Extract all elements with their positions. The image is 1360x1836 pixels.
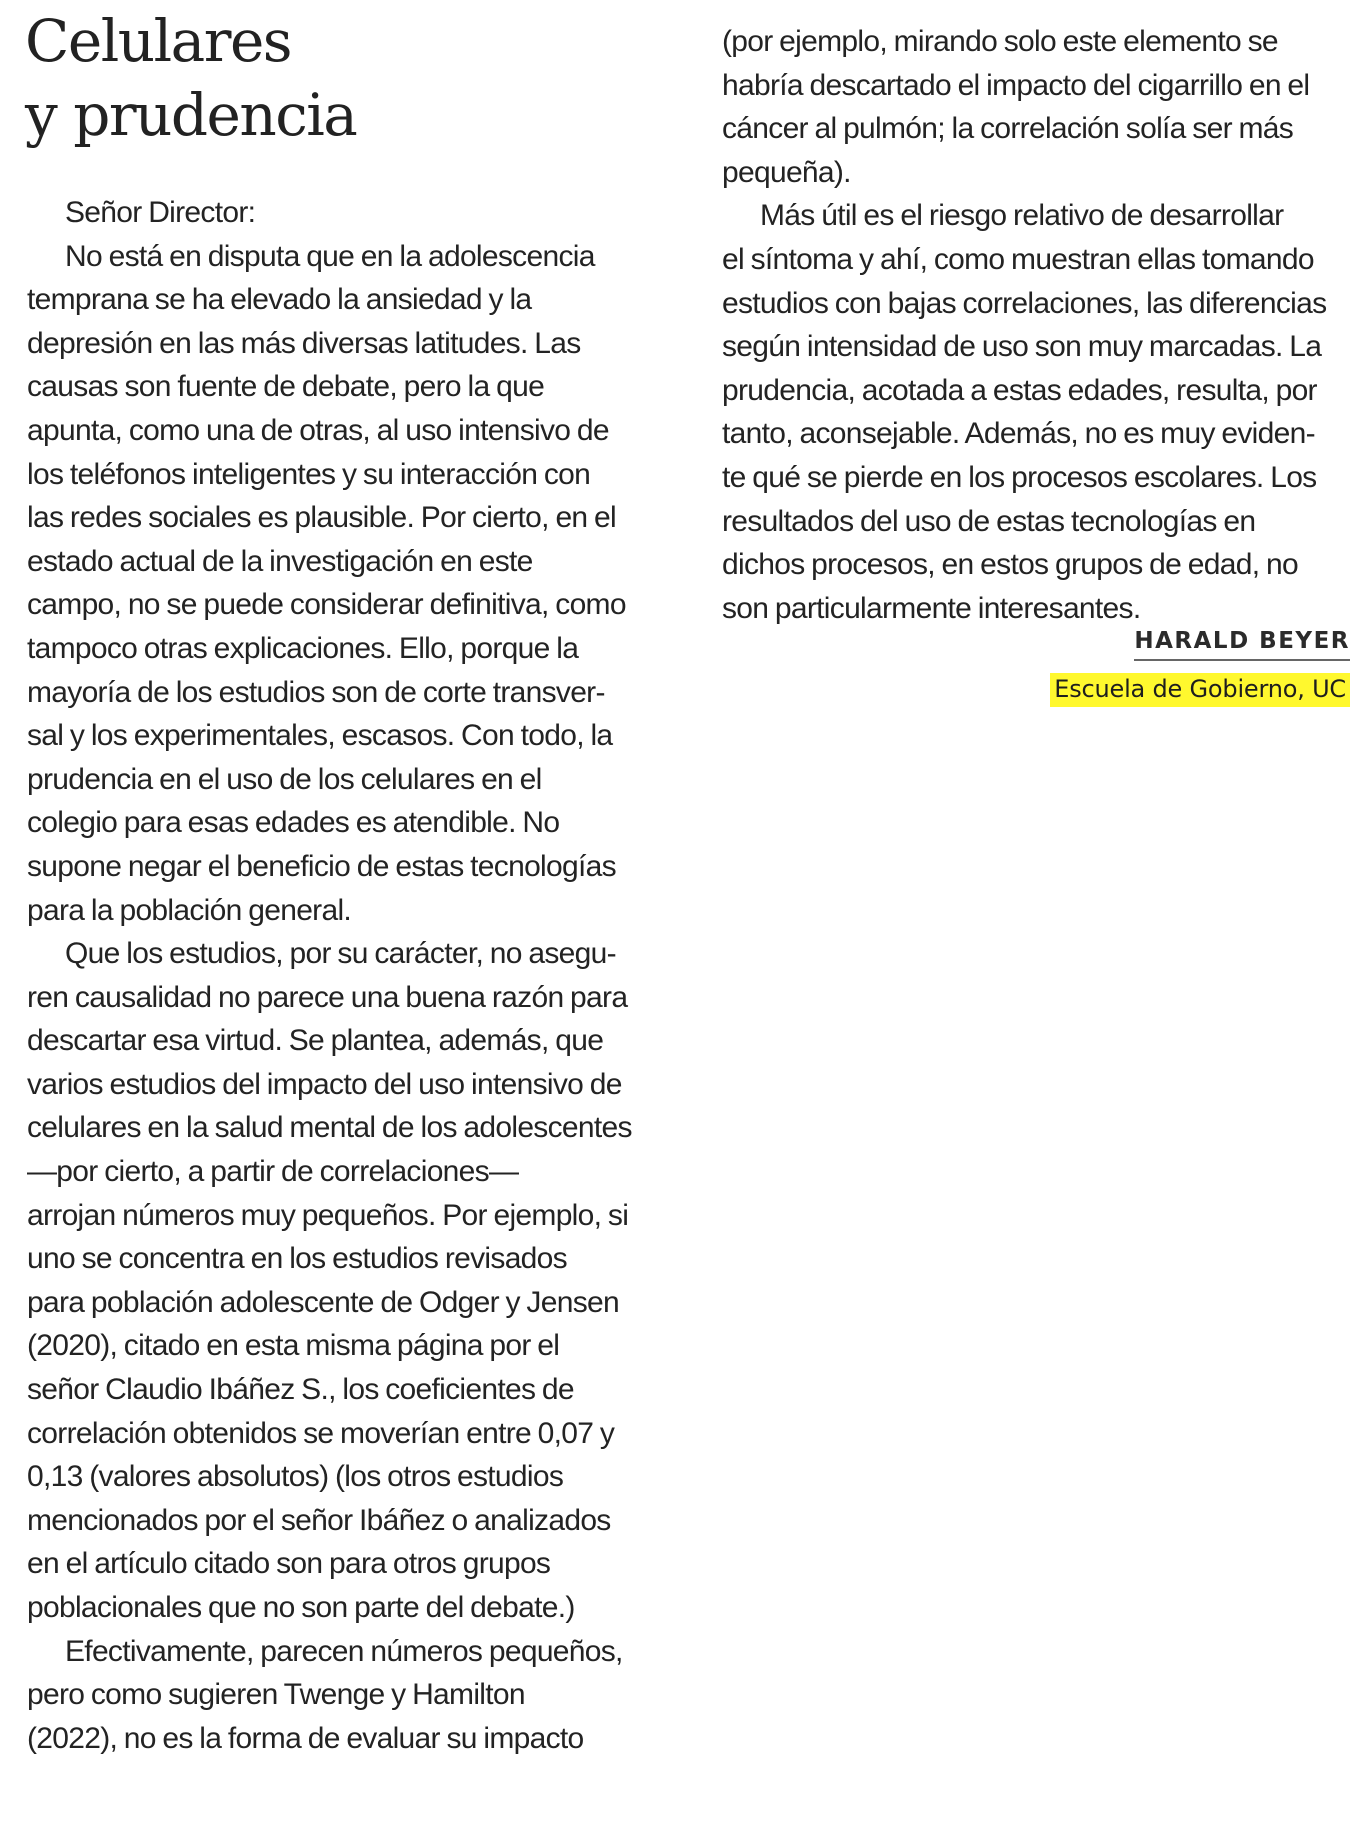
text-line: cáncer al pulmón; la correlación solía ser más [722,112,1294,146]
text-line: pequeña). [722,155,851,189]
text-line: colegio para esas edades es atendible. No [27,806,560,840]
text-line: uno se concentra en los estudios revisados [27,1242,567,1276]
text-line: resultados del uso de estas tecnologías en [722,504,1256,538]
text-line: tanto, aconsejable. Además, no es muy eviden- [722,417,1315,451]
text-line: temprana se ha elevado la ansiedad y la [27,283,532,317]
text-line: supone negar el beneficio de estas tecnologías [27,849,616,883]
text-line: arrojan números muy pequeños. Por ejemplo, si [27,1198,629,1232]
text-line: son particularmente interesantes. [722,591,1141,625]
letter-body-left-column [27,191,655,1760]
text-line: ren causalidad no parece una buena razón para [27,980,628,1014]
text-line: correlación obtenidos se moverían entre 0,07 y [27,1416,615,1450]
text-line: te qué se pierde en los procesos escolares. Los [722,460,1317,494]
text-line: para población adolescente de Odger y Jensen [27,1285,619,1319]
signature-institution: Escuela de Gobierno, UC [1050,673,1350,707]
text-line: Señor Director: [65,196,256,229]
text-line: prudencia, acotada a estas edades, resulta, por [722,373,1317,407]
text-line: 0,13 (valores absolutos) (los otros estudios [27,1460,564,1494]
text-line: causas son fuente de debate, pero la que [27,370,545,404]
letter-body-right-column [722,20,1354,630]
signature-name: HARALD BEYER [1134,628,1350,661]
text-line: según intensidad de uso son muy marcadas. La [722,330,1322,364]
text-line: para la población general. [27,893,352,927]
headline [25,4,625,152]
text-line: dichos procesos, en estos grupos de edad, no [722,548,1298,582]
text-line: tampoco otras explicaciones. Ello, porque la [27,631,579,665]
text-line: depresión en las más diversas latitudes. Las [27,326,581,360]
text-line: mencionados por el señor Ibáñez o analizados [27,1503,611,1537]
text-line: pero como sugieren Twenge y Hamilton [27,1678,525,1712]
text-line: apunta, como una de otras, al uso intensivo de [27,413,609,447]
text-line: estado actual de la investigación en este [27,544,533,578]
text-line: Más útil es el riesgo relativo de desarrollar [760,199,1284,233]
headline-line-2: y prudencia [25,81,357,149]
text-line: varios estudios del impacto del uso intensivo de [27,1067,622,1101]
text-line: en el artículo citado son para otros grupos [27,1547,551,1581]
text-line: sal y los experimentales, escasos. Con todo, la [27,719,613,753]
text-line: (2020), citado en esta misma página por el [27,1329,560,1363]
headline-line-1: Celulares [25,7,292,75]
text-line: campo, no se puede considerar definitiva, como [27,588,626,622]
text-line: (por ejemplo, mirando solo este elemento se [722,25,1278,58]
text-line: descartar esa virtud. Se plantea, además, que [27,1024,604,1058]
text-line: poblacionales que no son parte del debate.) [27,1591,575,1624]
text-line: (2022), no es la forma de evaluar su impacto [27,1721,584,1755]
text-line: el síntoma y ahí, como muestran ellas tomando [722,242,1314,276]
text-line: prudencia en el uso de los celulares en el [27,762,542,796]
text-line: señor Claudio Ibáñez S., los coeficientes de [27,1373,574,1407]
text-line: estudios con bajas correlaciones, las diferencias [722,286,1327,320]
text-line: Que los estudios, por su carácter, no asegu- [65,937,616,971]
text-line: habría descartado el impacto del cigarrillo en el [722,68,1310,102]
text-line: —por cierto, a partir de correlaciones— [27,1155,519,1189]
text-line: celulares en la salud mental de los adolescentes [27,1111,632,1145]
text-line: Efectivamente, parecen números pequeños, [65,1634,623,1668]
text-line: los teléfonos inteligentes y su interacción con [27,457,591,491]
text-line: No está en disputa que en la adolescencia [65,239,595,273]
text-line: las redes sociales es plausible. Por cierto, en el [27,501,616,535]
text-line: mayoría de los estudios son de corte transver- [27,675,605,709]
